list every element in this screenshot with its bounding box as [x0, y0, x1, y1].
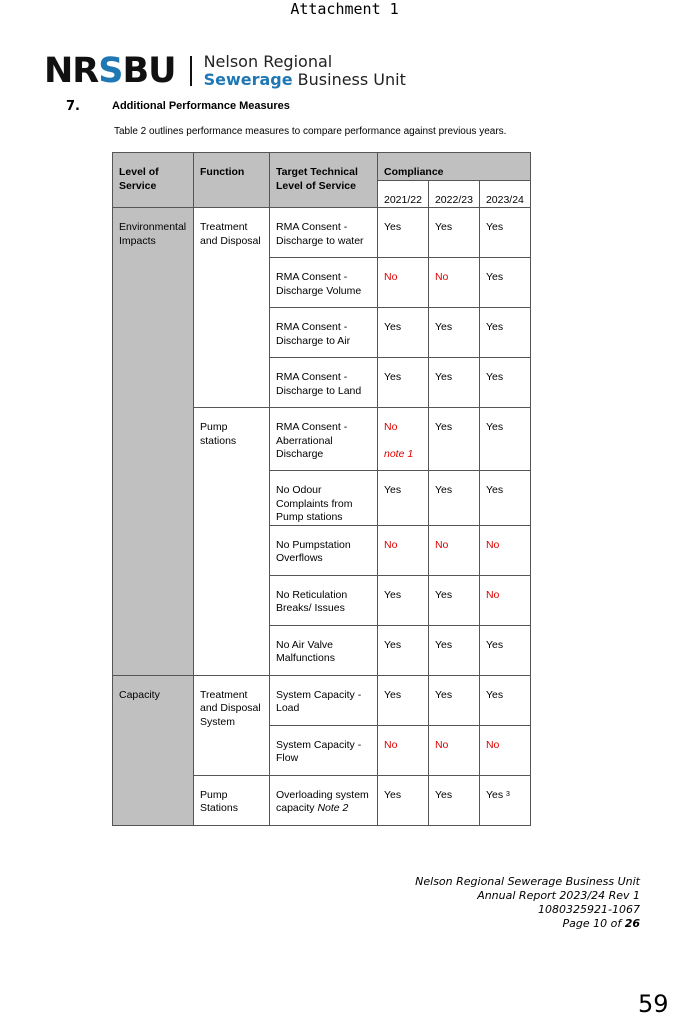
compliance-cell: Yes: [428, 208, 479, 258]
compliance-cell: Yes: [428, 358, 479, 408]
target-cell: RMA Consent - Discharge to Air: [270, 308, 378, 358]
target-cell: RMA Consent - Aberrational Discharge: [270, 408, 378, 471]
compliance-cell: Yes: [378, 575, 429, 625]
level-of-service-cell: Environmental Impacts: [113, 208, 194, 676]
compliance-cell: No: [428, 725, 479, 775]
header-compliance: Compliance: [378, 153, 531, 181]
compliance-cell: Yes: [428, 775, 479, 825]
function-cell: Pump Stations: [194, 775, 270, 825]
compliance-cell: Yes: [378, 675, 429, 725]
compliance-cell: Yes: [378, 308, 429, 358]
compliance-cell: No: [378, 258, 429, 308]
level-of-service-cell: Capacity: [113, 675, 194, 825]
compliance-cell: Yes: [428, 575, 479, 625]
function-cell: Treatment and Disposal System: [194, 675, 270, 775]
compliance-cell: No: [428, 525, 479, 575]
header-year: 2021/22: [378, 180, 429, 208]
compliance-cell: Yes: [428, 308, 479, 358]
header-function: Function: [194, 153, 270, 208]
target-cell: No Odour Complaints from Pump stations: [270, 471, 378, 526]
header-year: 2022/23: [428, 180, 479, 208]
compliance-cell: Yes: [479, 675, 530, 725]
compliance-cell: Yes: [378, 625, 429, 675]
section-title: Additional Performance Measures: [112, 100, 290, 112]
compliance-cell: No: [479, 725, 530, 775]
header-year: 2023/24: [479, 180, 530, 208]
compliance-cell: Yes: [479, 308, 530, 358]
target-note: Note 2: [317, 802, 349, 814]
compliance-cell: Yes: [378, 208, 429, 258]
compliance-cell: Yes: [479, 625, 530, 675]
compliance-cell: Yes: [479, 471, 530, 526]
performance-table: [112, 152, 531, 826]
note-reference: note 1: [384, 447, 414, 460]
target-cell: RMA Consent - Discharge Volume: [270, 258, 378, 308]
compliance-cell: Yes: [428, 408, 479, 471]
logo-divider: [190, 56, 192, 86]
target-cell: RMA Consent - Discharge to water: [270, 208, 378, 258]
target-cell: System Capacity - Flow: [270, 725, 378, 775]
target-cell: No Pumpstation Overflows: [270, 525, 378, 575]
target-cell: Overloading system capacity Note 2: [270, 775, 378, 825]
compliance-cell: Yes: [479, 408, 530, 471]
compliance-cell: No: [479, 525, 530, 575]
intro-text: Table 2 outlines performance measures to compare performance against previous years.: [114, 126, 507, 137]
compliance-cell: Yes: [479, 358, 530, 408]
target-cell: RMA Consent - Discharge to Land: [270, 358, 378, 408]
compliance-cell: No: [479, 575, 530, 625]
compliance-cell: Yes: [378, 775, 429, 825]
compliance-cell: Yes: [428, 675, 479, 725]
page-number: 59: [638, 990, 669, 1018]
attachment-label: Attachment 1: [290, 0, 399, 18]
compliance-cell: No: [428, 258, 479, 308]
compliance-cell: Yes: [428, 471, 479, 526]
header-level: Level of Service: [113, 153, 194, 208]
logo-text: Nelson Regional Sewerage Business Unit: [203, 52, 406, 89]
compliance-cell: Yes: [378, 358, 429, 408]
target-cell: No Air Valve Malfunctions: [270, 625, 378, 675]
footnote-superscript: 3: [506, 790, 510, 798]
section-number: 7.: [66, 99, 80, 114]
compliance-cell: Yes: [378, 471, 429, 526]
logo-mark: NRSBU: [44, 51, 176, 91]
page-footer: Nelson Regional Sewerage Business Unit Annual Report 2023/24 Rev 1 1080325921-1067 Page 10 of 26: [415, 875, 640, 930]
function-cell: Treatment and Disposal: [194, 208, 270, 408]
nrsbu-logo: [44, 52, 406, 90]
target-cell: No Reticulation Breaks/ Issues: [270, 575, 378, 625]
compliance-cell: Yes: [428, 625, 479, 675]
compliance-cell: No note 1: [378, 408, 429, 471]
compliance-cell: No: [378, 525, 429, 575]
compliance-cell: Yes $^3$: [479, 775, 530, 825]
compliance-cell: Yes: [479, 258, 530, 308]
header-target: Target Technical Level of Service: [270, 153, 378, 208]
target-cell: System Capacity - Load: [270, 675, 378, 725]
compliance-cell: No: [378, 725, 429, 775]
function-cell: Pump stations: [194, 408, 270, 676]
compliance-cell: Yes: [479, 208, 530, 258]
